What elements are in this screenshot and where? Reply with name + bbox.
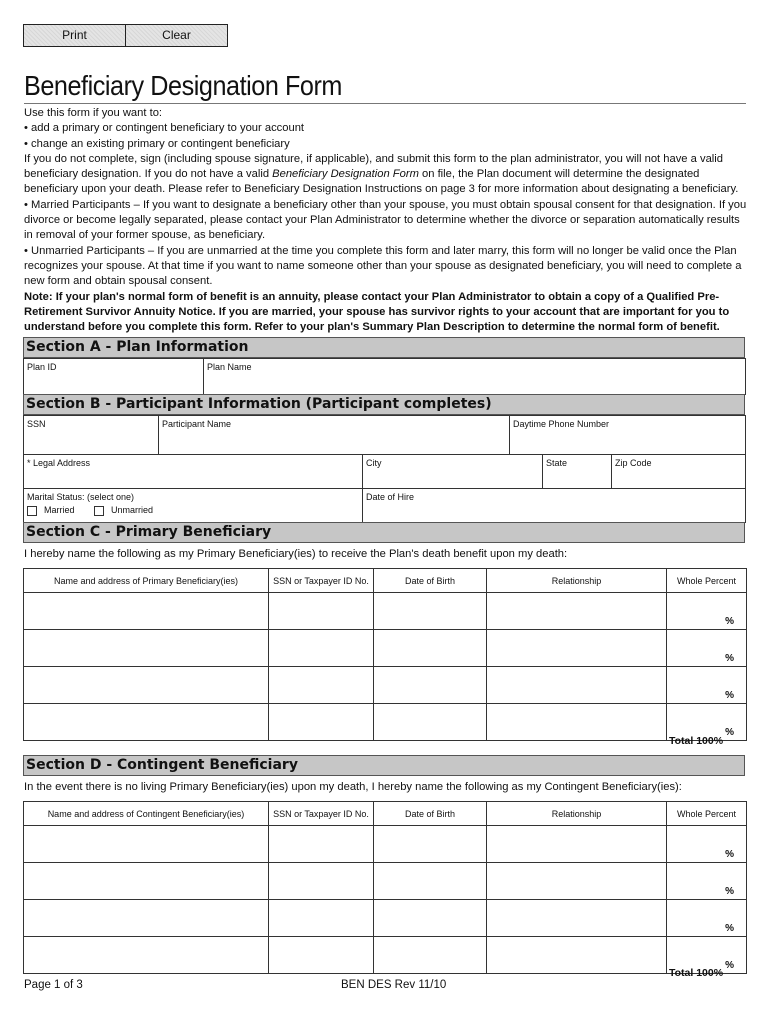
city-label: City (366, 458, 382, 468)
name-address-cell[interactable] (24, 937, 269, 974)
dob-cell[interactable] (374, 593, 487, 630)
table-row (24, 593, 747, 630)
zip-code-field[interactable] (611, 454, 746, 489)
intro-valid-italic: Beneficiary Designation Form (272, 168, 419, 181)
relationship-cell[interactable] (487, 704, 667, 741)
legal-address-field[interactable] (23, 454, 363, 489)
table-header-row (24, 569, 747, 593)
col-relationship: Relationship (487, 802, 667, 826)
col-date-of-birth: Date of Birth (374, 569, 487, 593)
married-label: Married (44, 505, 75, 515)
relationship-cell[interactable] (487, 667, 667, 704)
page-title: Beneficiary Designation Form (24, 70, 342, 101)
relationship-cell[interactable] (487, 826, 667, 863)
zip-code-label: Zip Code (615, 458, 652, 468)
name-address-cell[interactable] (24, 826, 269, 863)
plan-name-field[interactable] (203, 358, 746, 395)
page-number: Page 1 of 3 (24, 979, 83, 991)
name-address-cell[interactable] (24, 900, 269, 937)
percent-cell[interactable] (667, 593, 747, 630)
dob-cell[interactable] (374, 937, 487, 974)
state-field[interactable] (542, 454, 612, 489)
percent-cell[interactable] (667, 630, 747, 667)
contingent-total: Total 100% (669, 967, 724, 979)
form-revision: BEN DES Rev 11/10 (341, 979, 447, 991)
ssn-cell[interactable] (269, 593, 374, 630)
marital-status-label: Marital Status: (select one) (27, 492, 135, 502)
percent-cell[interactable] (667, 667, 747, 704)
percent-symbol: % (725, 690, 734, 701)
intro-married: • Married Participants – If you want to designate a beneficiary other than your spouse, you must obtain spousal consent for that designation. If you divorce or become legally separated, please contact your Plan Administrator to determine whether the divorce or separation automatically results in removal of your former spouse, as beneficiary. (24, 198, 747, 242)
unmarried-label: Unmarried (111, 505, 154, 515)
dob-cell[interactable] (374, 826, 487, 863)
participant-name-field[interactable] (158, 415, 510, 455)
clear-button[interactable]: Clear (125, 24, 228, 47)
col-relationship: Relationship (487, 569, 667, 593)
percent-cell[interactable] (667, 900, 747, 937)
table-header-row (24, 802, 747, 826)
relationship-cell[interactable] (487, 593, 667, 630)
col-date-of-birth: Date of Birth (374, 802, 487, 826)
state-label: State (546, 458, 568, 468)
percent-symbol: % (725, 923, 734, 934)
col-ssn: SSN or Taxpayer ID No. (269, 569, 374, 593)
percent-cell[interactable] (667, 863, 747, 900)
section-d-intro: In the event there is no living Primary Beneficiary(ies) upon my death, I hereby name the following as my Contingent Beneficiary(ies): (24, 781, 682, 793)
primary-beneficiary-table (23, 568, 747, 741)
intro-valid-part2: on file, the Plan document will determine the designated beneficiary upon your death. Please refer to Beneficiary Designation Instructions on page 3 for more information about designating a beneficiary. (24, 168, 739, 196)
percent-symbol: % (725, 616, 734, 627)
ssn-cell[interactable] (269, 937, 374, 974)
percent-symbol: % (725, 886, 734, 897)
dob-cell[interactable] (374, 863, 487, 900)
col-name-address: Name and address of Primary Beneficiary(ies) (24, 569, 269, 593)
legal-address-label: * Legal Address (27, 458, 91, 468)
ssn-cell[interactable] (269, 667, 374, 704)
dob-cell[interactable] (374, 630, 487, 667)
col-name-address: Name and address of Contingent Beneficiary(ies) (24, 802, 269, 826)
section-a-heading: Section A - Plan Information (23, 337, 745, 358)
col-ssn: SSN or Taxpayer ID No. (269, 802, 374, 826)
dob-cell[interactable] (374, 900, 487, 937)
name-address-cell[interactable] (24, 630, 269, 667)
percent-cell[interactable] (667, 826, 747, 863)
date-of-hire-field[interactable] (362, 488, 746, 523)
plan-id-label: Plan ID (27, 362, 57, 372)
plan-id-field[interactable] (23, 358, 204, 395)
name-address-cell[interactable] (24, 863, 269, 900)
ssn-label: SSN (27, 419, 46, 429)
relationship-cell[interactable] (487, 863, 667, 900)
relationship-cell[interactable] (487, 630, 667, 667)
col-whole-percent: Whole Percent (667, 569, 747, 593)
name-address-cell[interactable] (24, 704, 269, 741)
table-row (24, 937, 747, 974)
contingent-beneficiary-table (23, 801, 747, 974)
col-whole-percent: Whole Percent (667, 802, 747, 826)
section-c-heading: Section C - Primary Beneficiary (23, 522, 745, 543)
table-row (24, 900, 747, 937)
table-row (24, 667, 747, 704)
section-b-heading: Section B - Participant Information (Participant completes) (23, 394, 745, 415)
dob-cell[interactable] (374, 704, 487, 741)
section-d-heading: Section D - Contingent Beneficiary (23, 755, 745, 776)
intro-bullet-add: • add a primary or contingent beneficiary to your account (24, 122, 305, 135)
table-row (24, 630, 747, 667)
intro-note: Note: If your plan's normal form of benefit is an annuity, please contact your Plan Administrator to obtain a copy of a Qualified Pre-Retirement Survivor Annuity Notice. If you are married, your spouse has survivor rights to your account that are important for you to understand before you complete this form. Refer to your plan's Summary Plan Description to determine the normal form of benefit. (24, 290, 730, 334)
ssn-cell[interactable] (269, 826, 374, 863)
percent-symbol: % (725, 653, 734, 664)
date-of-hire-label: Date of Hire (366, 492, 415, 502)
plan-name-label: Plan Name (207, 362, 252, 372)
print-button[interactable]: Print (23, 24, 126, 47)
relationship-cell[interactable] (487, 900, 667, 937)
name-address-cell[interactable] (24, 667, 269, 704)
intro-bullet-change: • change an existing primary or contingent beneficiary (24, 137, 290, 150)
percent-symbol: % (725, 727, 734, 738)
table-row (24, 863, 747, 900)
intro-unmarried: • Unmarried Participants – If you are unmarried at the time you complete this form and later marry, this form will no longer be valid once the Plan recognizes your spouse. At that time if you want to name someone other than your spouse as designated beneficiary, you will need to complete a new form and obtain spousal consent. (24, 244, 742, 288)
ssn-cell[interactable] (269, 900, 374, 937)
table-row (24, 704, 747, 741)
married-checkbox[interactable] (27, 506, 37, 516)
daytime-phone-label: Daytime Phone Number (513, 419, 610, 429)
ssn-cell[interactable] (269, 863, 374, 900)
dob-cell[interactable] (374, 667, 487, 704)
intro-use-form: Use this form if you want to: (24, 107, 163, 119)
section-c-intro: I hereby name the following as my Primary Beneficiary(ies) to receive the Plan's death benefit upon my death: (24, 548, 568, 560)
name-address-cell[interactable] (24, 593, 269, 630)
ssn-field[interactable] (23, 415, 159, 455)
intro-valid-designation (24, 152, 748, 198)
table-row (24, 826, 747, 863)
relationship-cell[interactable] (487, 937, 667, 974)
title-divider (24, 103, 746, 104)
daytime-phone-field[interactable] (509, 415, 746, 455)
intro-valid-part1: If you do not complete, sign (including spouse signature, if applicable), and submit this form to the plan administrator, you will not have a valid beneficiary designation. If you do not have a valid (24, 152, 723, 181)
participant-name-label: Participant Name (162, 419, 232, 429)
unmarried-checkbox[interactable] (94, 506, 104, 516)
primary-total: Total 100% (669, 735, 724, 747)
percent-symbol: % (725, 960, 734, 971)
intro-text (24, 106, 748, 335)
percent-symbol: % (725, 849, 734, 860)
ssn-cell[interactable] (269, 704, 374, 741)
city-field[interactable] (362, 454, 543, 489)
ssn-cell[interactable] (269, 630, 374, 667)
